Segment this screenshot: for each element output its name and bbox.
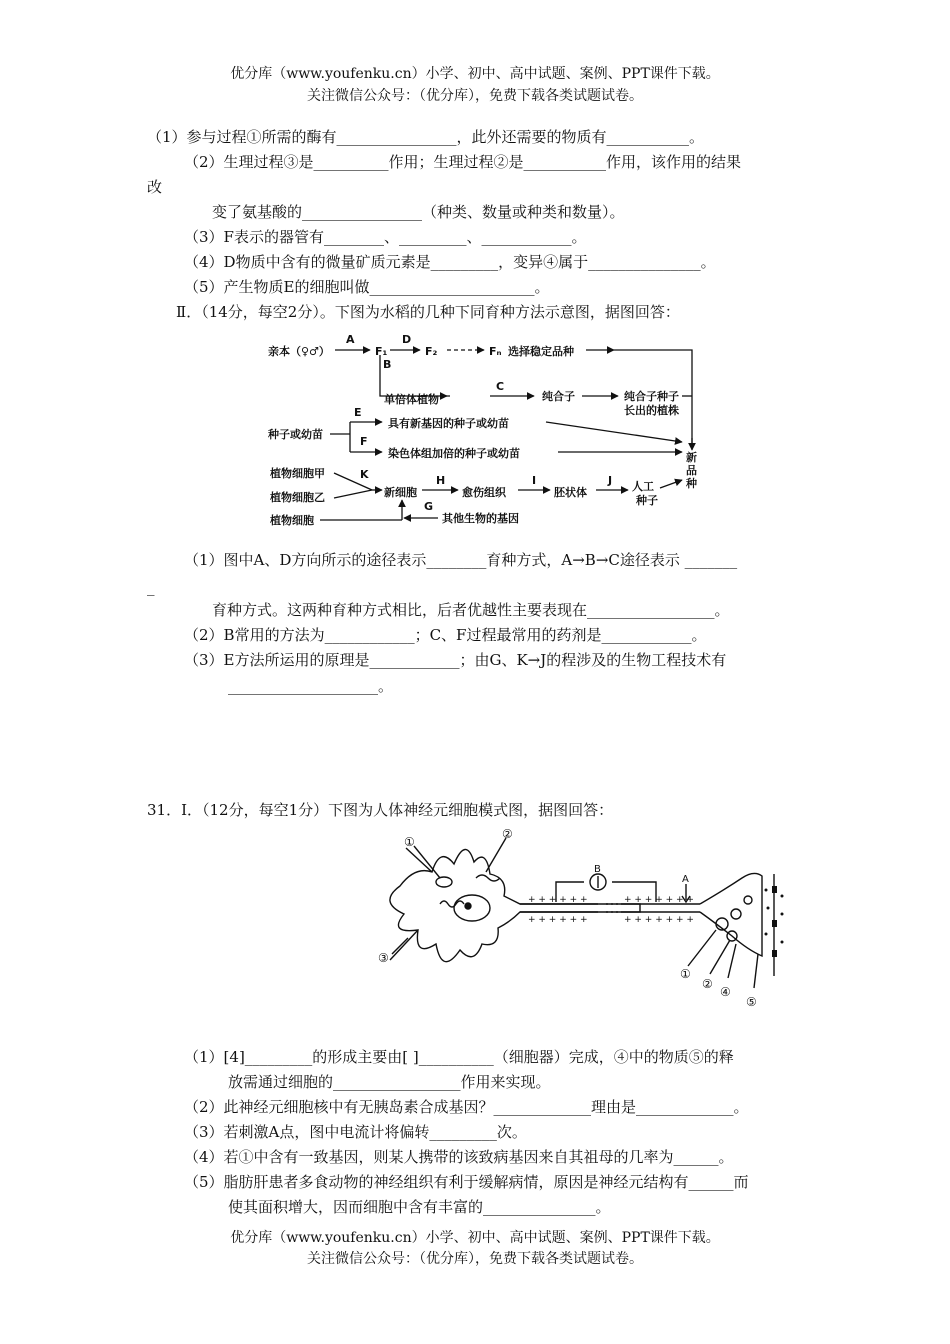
label-parent: 亲本（♀♂）	[268, 345, 330, 358]
label-m1: ①	[680, 967, 691, 981]
label-select: 选择稳定品种	[508, 345, 574, 358]
part2-q2: （2）B常用的方法为____________；C、F过程最常用的药剂是____________。	[184, 626, 707, 644]
part1-q5: （5）产生物质E的细胞叫做______________________。	[184, 278, 550, 296]
neuron-diagram	[370, 826, 790, 1016]
label-pure-seed-1: 纯合子种子	[624, 390, 679, 403]
label-F2: F₂	[425, 345, 438, 358]
label-seed: 种子或幼苗	[268, 428, 323, 441]
label-m4: ④	[720, 985, 731, 999]
part3-q3: （3）若刺激A点，图中电流计将偏转_________次。	[184, 1123, 527, 1141]
label-J: J	[608, 474, 613, 487]
part1-q2-line3: 变了氨基酸的________________（种类、数量或种类和数量）。	[212, 203, 625, 221]
label-A: A	[682, 874, 689, 885]
svg-text:+ + + + + + +: + + + + + + +	[624, 915, 694, 925]
part2-q3-line1: （3）E方法所运用的原理是____________；由G、K→J的程涉及的生物工程技术有	[184, 651, 727, 669]
label-D: D	[402, 333, 412, 346]
part1-q3: （3）F表示的器管有________、_________、____________。	[184, 228, 587, 246]
label-new-cell: 新细胞	[384, 486, 417, 499]
label-A: A	[346, 333, 355, 346]
label-m5: ⑤	[746, 995, 757, 1009]
part3-q2: （2）此神经元细胞核中有无胰岛素合成基因？_____________理由是_____________。	[184, 1098, 749, 1116]
part2-q1-line3: 育种方式。这两种育种方式相比，后者优越性主要表现在_________________。	[212, 601, 730, 619]
label-cell-a: 植物细胞甲	[270, 467, 325, 480]
label-other-gene: 其他生物的基因	[442, 512, 519, 525]
label-F1: F₁	[375, 345, 388, 358]
label-haploid: 单倍体植物	[384, 393, 439, 406]
part1-q4: （4）D物质中含有的微量矿质元素是_________，变异④属于_______________。	[184, 253, 716, 271]
label-K: K	[360, 468, 369, 481]
label-n2: ②	[502, 827, 513, 841]
label-new-gene: 具有新基因的种子或幼苗	[388, 417, 509, 430]
part3-q1-line1: （1）[4]_________的形成主要由[ ]__________（细胞器）完成，④中的物质⑤的释	[184, 1048, 734, 1066]
label-pure: 纯合子	[542, 390, 575, 403]
part2-q1-line1: （1）图中A、D方向所示的途径表示________育种方式，A→B→C途径表示 _______	[184, 551, 738, 569]
footer-line-2: 关注微信公众号：（优分库），免费下载各类试题试卷。	[307, 1251, 643, 1267]
label-m2: ②	[702, 977, 713, 991]
breeding-methods-diagram	[262, 330, 712, 530]
part3-q5-line1: （5）脂肪肝患者多食动物的神经组织有利于缓解病情，原因是神经元结构有______而	[184, 1173, 749, 1191]
label-artificial-2: 种子	[636, 494, 658, 507]
part1-q2-line1: （2）生理过程③是__________作用；生理过程②是___________作用，该作用的结果	[184, 153, 742, 171]
label-G: G	[424, 500, 434, 513]
label-cell: 植物细胞	[270, 514, 314, 527]
part3-q1-line2: 放需通过细胞的_________________作用来实现。	[228, 1073, 551, 1091]
label-C: C	[496, 380, 505, 393]
label-Fn: Fₙ	[489, 345, 502, 358]
label-n3: ③	[378, 951, 389, 965]
label-F: F	[360, 435, 368, 448]
label-embryoid: 胚状体	[554, 486, 587, 499]
part1-q2-line2: 改	[147, 178, 163, 196]
label-B: B	[594, 864, 601, 875]
part2-title: Ⅱ．（14分，每空2分）。下图为水稻的几种下同育种方法示意图，据图回答：	[176, 303, 680, 321]
label-pure-seed-2: 长出的植株	[624, 404, 679, 417]
svg-text:+ + + + + +: + + + + + +	[528, 915, 588, 925]
svg-text:+ + + + + + +: + + + + + + +	[624, 895, 694, 905]
svg-text:+ + + + + +: + + + + + +	[528, 895, 588, 905]
label-H: H	[436, 474, 446, 487]
part2-q1-line2: _	[147, 578, 155, 596]
label-I: I	[532, 474, 537, 487]
label-B: B	[383, 358, 392, 371]
label-artificial-1: 人工	[632, 480, 654, 493]
part1-q1: （1）参与过程①所需的酶有________________，此外还需要的物质有___________。	[147, 128, 705, 146]
label-n1: ①	[404, 835, 415, 849]
header-line-2: 关注微信公众号：（优分库），免费下载各类试题试卷。	[307, 88, 643, 104]
part3-q5-line2: 使其面积增大，因而细胞中含有丰富的_______________。	[228, 1198, 611, 1216]
part3-title: 31．Ⅰ．（12分，每空1分）下图为人体神经元细胞模式图，据图回答：	[147, 801, 614, 819]
label-new-variety-3: 种	[686, 477, 697, 490]
footer-line-1: 优分库（www.youfenku.cn）小学、初中、高中试题、案例、PPT课件下载。	[230, 1230, 720, 1246]
label-cell-b: 植物细胞乙	[270, 491, 325, 504]
label-doubled: 染色体组加倍的种子或幼苗	[388, 447, 520, 460]
label-E: E	[354, 406, 362, 419]
label-new-variety-2: 品	[686, 464, 697, 477]
header-line-1: 优分库（www.youfenku.cn）小学、初中、高中试题、案例、PPT课件下载。	[230, 66, 720, 82]
label-callus: 愈伤组织	[462, 486, 506, 499]
part3-q4: （4）若①中含有一致基因，则某人携带的该致病基因来自其祖母的几率为______。	[184, 1148, 734, 1166]
label-new-variety-1: 新	[686, 451, 697, 464]
part2-q3-line2: ____________________。	[228, 677, 394, 695]
